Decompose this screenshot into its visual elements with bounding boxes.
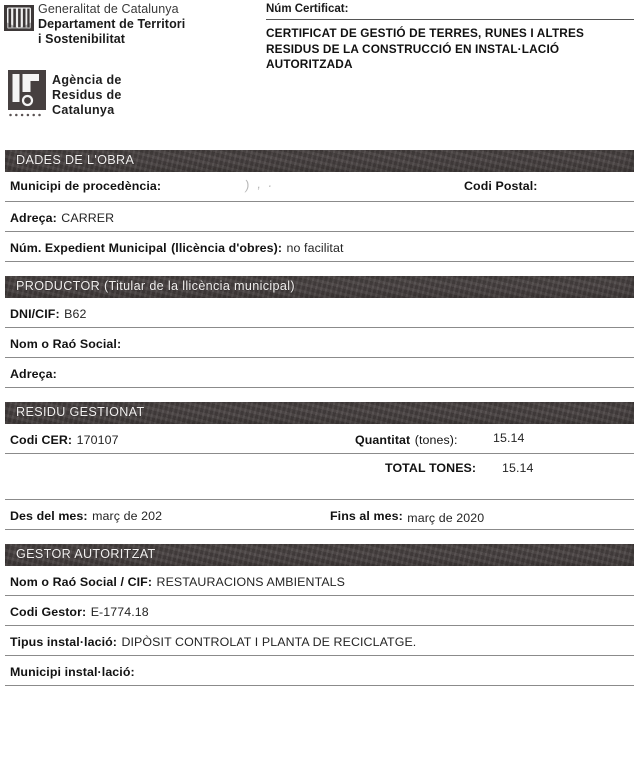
productor-adreca-cell (10, 365, 57, 383)
codi-gestor-cell (10, 603, 149, 621)
des-del-mes-value: març de 202 (92, 509, 163, 523)
row-municipi-procedencia (5, 172, 634, 202)
agencia-residus-wordmark (52, 73, 122, 118)
productor-dni-value: B62 (64, 307, 87, 321)
codi-gestor-label: Codi Gestor: (10, 605, 87, 619)
arc-line-3: Catalunya (52, 103, 115, 117)
section-header-productor (5, 276, 634, 298)
section-residu-gestionat (5, 402, 634, 530)
tipus-installacio-cell (10, 633, 416, 651)
fins-al-mes-value: març de 2020 (407, 511, 485, 525)
municipi-installacio-label: Municipi instal·lació: (10, 665, 135, 679)
adreca-obra-label: Adreça: (10, 211, 57, 225)
productor-dni-label: DNI/CIF: (10, 307, 60, 321)
gencat-line-2: Departament de Territori (38, 16, 186, 31)
expedient-municipal-label-paren: (llicència d'obres): (171, 241, 283, 255)
section-header-gestor-autoritzat (5, 544, 634, 566)
page-title: CERTIFICAT DE GESTIÓ DE TERRES, RUNES I ALTRES RESIDUS DE LA CONSTRUCCIÓ EN INSTAL·LACIÓ AUTORITZADA (266, 26, 585, 72)
section-header-dades-obra (5, 150, 634, 172)
adreca-obra-cell (10, 209, 114, 227)
adreca-obra-value: CARRER (61, 211, 115, 225)
generalitat-wordmark (38, 2, 185, 46)
section-title-productor-sub: (Titular de la llicència municipal) (103, 279, 295, 293)
row-tipus-installacio (5, 626, 634, 656)
row-municipi-installacio (5, 656, 634, 686)
section-title-productor (16, 279, 295, 293)
municipi-procedencia-label: Municipi de procedència: (10, 179, 162, 193)
gencat-line-1: Generalitat de Catalunya (38, 2, 179, 16)
section-productor (5, 276, 634, 388)
generalitat-catalunya-shield-icon (4, 5, 34, 31)
arc-line-2: Residus de (52, 88, 122, 102)
row-adreca-obra (5, 202, 634, 232)
codi-cer-cell (10, 431, 119, 449)
tipus-installacio-label: Tipus instal·lació: (10, 635, 118, 649)
gencat-line-3: i Sostenibilitat (38, 31, 126, 46)
productor-nom-label: Nom o Raó Social: (10, 337, 122, 351)
row-periode-mesos (5, 500, 634, 530)
total-tones-value: 15.14 (502, 461, 534, 475)
codi-cer-value: 170107 (76, 433, 119, 447)
productor-adreca-label: Adreça: (10, 367, 57, 381)
gestor-nom-label: Nom o Raó Social / CIF: (10, 575, 153, 589)
productor-nom-cell (10, 335, 121, 353)
codi-postal-label: Codi Postal: (464, 179, 538, 193)
row-codi-gestor (5, 596, 634, 626)
scan-artifact-mark: ) , . (244, 174, 275, 193)
arc-line-1: Agència de (52, 73, 122, 87)
section-title-dades-obra: DADES DE L'OBRA (16, 153, 135, 167)
row-productor-dni (5, 298, 634, 328)
gestor-nom-cell (10, 573, 345, 591)
agencia-residus-catalunya-logo-icon (8, 70, 50, 120)
expedient-municipal-cell (10, 239, 344, 257)
certificate-number-rule (266, 19, 634, 20)
section-dades-obra (5, 150, 634, 262)
section-header-residu-gestionat (5, 402, 634, 424)
expedient-municipal-value: no facilitat (286, 241, 344, 255)
quantitat-label-cell (355, 431, 458, 449)
productor-dni-cell (10, 305, 86, 323)
certificate-number-label: Núm Certificat: (266, 3, 349, 15)
row-expedient-municipal (5, 232, 634, 262)
total-tones-label: TOTAL TONES: (385, 461, 477, 475)
row-gestor-nom (5, 566, 634, 596)
section-title-residu-gestionat: RESIDU GESTIONAT (16, 405, 145, 419)
row-productor-adreca (5, 358, 634, 388)
row-total-tones (5, 454, 634, 482)
section-gestor-autoritzat (5, 544, 634, 686)
municipi-installacio-cell (10, 663, 135, 681)
section-title-productor-main: PRODUCTOR (16, 279, 101, 293)
des-del-mes-cell (10, 507, 162, 525)
section-title-gestor-autoritzat: GESTOR AUTORITZAT (16, 547, 156, 561)
quantitat-label: Quantitat (355, 433, 411, 447)
expedient-municipal-label: Núm. Expedient Municipal (10, 241, 167, 255)
quantitat-unit-label: (tones): (414, 433, 458, 447)
tipus-installacio-value: DIPÒSIT CONTROLAT I PLANTA DE RECICLATGE. (121, 635, 417, 649)
certificate-number-block (266, 3, 634, 20)
fins-al-mes-label: Fins al mes: (330, 509, 403, 523)
des-del-mes-label: Des del mes: (10, 509, 88, 523)
gestor-nom-value: RESTAURACIONS AMBIENTALS (156, 575, 346, 589)
fins-al-mes-cell (330, 507, 484, 525)
quantitat-value: 15.14 (493, 431, 525, 445)
codi-cer-label: Codi CER: (10, 433, 73, 447)
row-codi-cer-quantitat (5, 424, 634, 454)
document-header (0, 0, 640, 150)
row-residu-spacer (5, 482, 634, 500)
codi-gestor-value: E-1774.18 (90, 605, 149, 619)
row-productor-nom (5, 328, 634, 358)
